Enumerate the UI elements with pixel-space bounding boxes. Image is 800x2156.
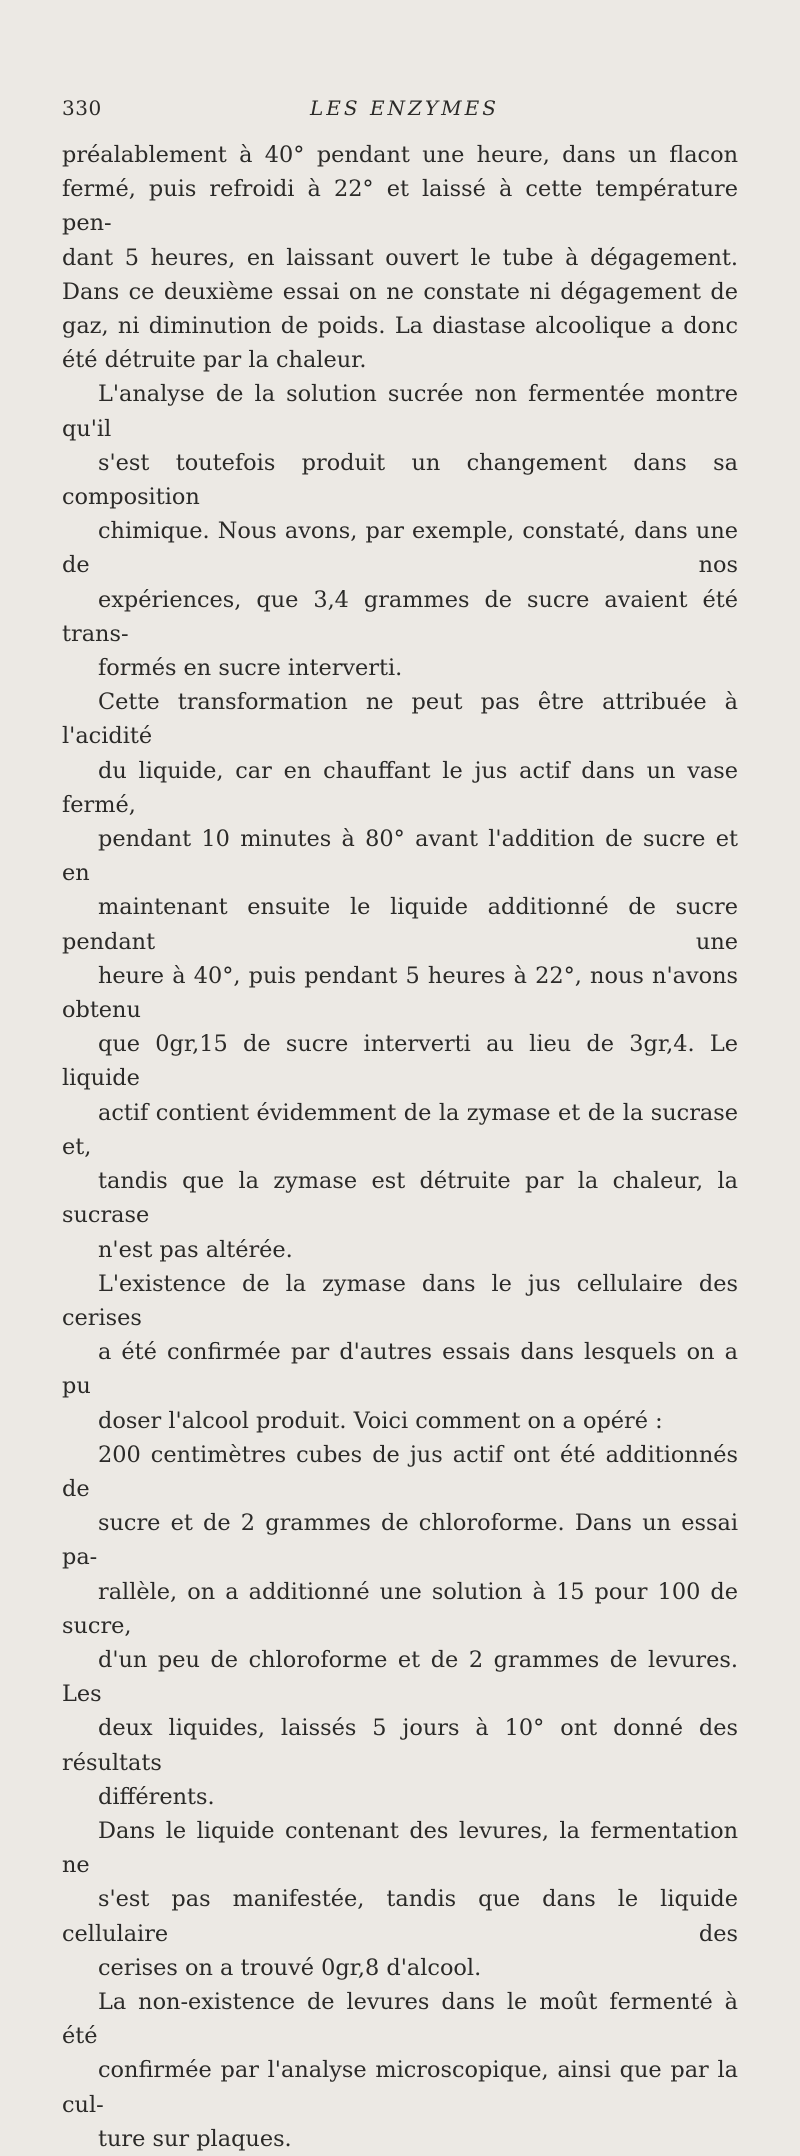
text-line: chimique. Nous avons, par exemple, constaté, dans une de nos bbox=[62, 518, 738, 579]
text-line: d'un peu de chloroforme et de 2 grammes de levures. Les bbox=[62, 1646, 738, 1708]
text-line: rallèle, on a additionné une solution à 15 pour 100 de sucre, bbox=[62, 1578, 738, 1639]
text-line: doser l'alcool produit. Voici comment on a opéré : bbox=[98, 1407, 663, 1434]
text-line: n'est pas altérée. bbox=[98, 1236, 293, 1263]
text-line: 200 centimètres cubes de jus actif ont été additionnés de bbox=[62, 1441, 738, 1502]
page-number: 330 bbox=[62, 96, 102, 120]
body-text bbox=[62, 138, 738, 2156]
text-line: été détruite par la chaleur. bbox=[62, 347, 367, 374]
paragraph bbox=[62, 377, 738, 685]
text-line: gaz, ni diminution de poids. La diastase alcoolique a donc bbox=[62, 313, 738, 340]
text-line: s'est toutefois produit un changement dans sa composition bbox=[62, 449, 738, 511]
text-line: différents. bbox=[98, 1783, 215, 1810]
paragraph bbox=[62, 1985, 738, 2156]
paragraph bbox=[62, 1438, 738, 1814]
text-line: préalablement à 40° pendant une heure, dans un flacon bbox=[62, 142, 738, 168]
text-line: formés en sucre interverti. bbox=[98, 655, 403, 682]
text-line: L'existence de la zymase dans le jus cellulaire des cerises bbox=[62, 1270, 738, 1331]
text-line: sucre et de 2 grammes de chloroforme. Dans un essai pa- bbox=[62, 1510, 738, 1571]
paragraph bbox=[62, 1267, 738, 1438]
text-line: deux liquides, laissés 5 jours à 10° ont donné des résultats bbox=[62, 1715, 738, 1776]
text-line: maintenant ensuite le liquide additionné de sucre pendant une bbox=[62, 894, 738, 955]
text-line: expériences, que 3,4 grammes de sucre avaient été trans- bbox=[62, 586, 738, 647]
text-line: cerises on a trouvé 0gr,8 d'alcool. bbox=[98, 1954, 482, 1981]
text-line: s'est pas manifestée, tandis que dans le liquide cellulaire des bbox=[62, 1886, 738, 1947]
text-line: ture sur plaques. bbox=[98, 2125, 292, 2152]
text-line: L'analyse de la solution sucrée non fermentée montre qu'il bbox=[62, 381, 738, 442]
text-line: heure à 40°, puis pendant 5 heures à 22°, nous n'avons obtenu bbox=[62, 962, 738, 1024]
paragraph bbox=[62, 1814, 738, 1985]
text-line: pendant 10 minutes à 80° avant l'addition de sucre et en bbox=[62, 826, 738, 887]
text-line: Dans ce deuxième essai on ne constate ni dégagement de bbox=[62, 278, 738, 305]
text-line: Cette transformation ne peut pas être attribuée à l'acidité bbox=[62, 689, 738, 750]
text-line: confirmée par l'analyse microscopique, ainsi que par la cul- bbox=[62, 2057, 738, 2118]
page-header bbox=[62, 96, 738, 126]
running-title: LES ENZYMES bbox=[310, 96, 499, 120]
paragraph bbox=[62, 138, 738, 377]
text-line: dant 5 heures, en laissant ouvert le tube à dégagement. bbox=[62, 244, 738, 271]
text-line: fermé, puis refroidi à 22° et laissé à cette température pen- bbox=[62, 176, 738, 237]
text-line: que 0gr,15 de sucre interverti au lieu de 3gr,4. Le liquide bbox=[62, 1031, 738, 1092]
paragraph bbox=[62, 685, 738, 1266]
text-line: Dans le liquide contenant des levures, la fermentation ne bbox=[62, 1817, 738, 1879]
text-line: du liquide, car en chauffant le jus actif dans un vase fermé, bbox=[62, 757, 738, 818]
text-line: a été confirmée par d'autres essais dans lesquels on a pu bbox=[62, 1339, 738, 1400]
text-line: La non-existence de levures dans le moût fermenté à été bbox=[62, 1988, 738, 2050]
text-line: tandis que la zymase est détruite par la chaleur, la sucrase bbox=[62, 1168, 738, 1229]
text-line: actif contient évidemment de la zymase et de la sucrase et, bbox=[62, 1099, 738, 1160]
